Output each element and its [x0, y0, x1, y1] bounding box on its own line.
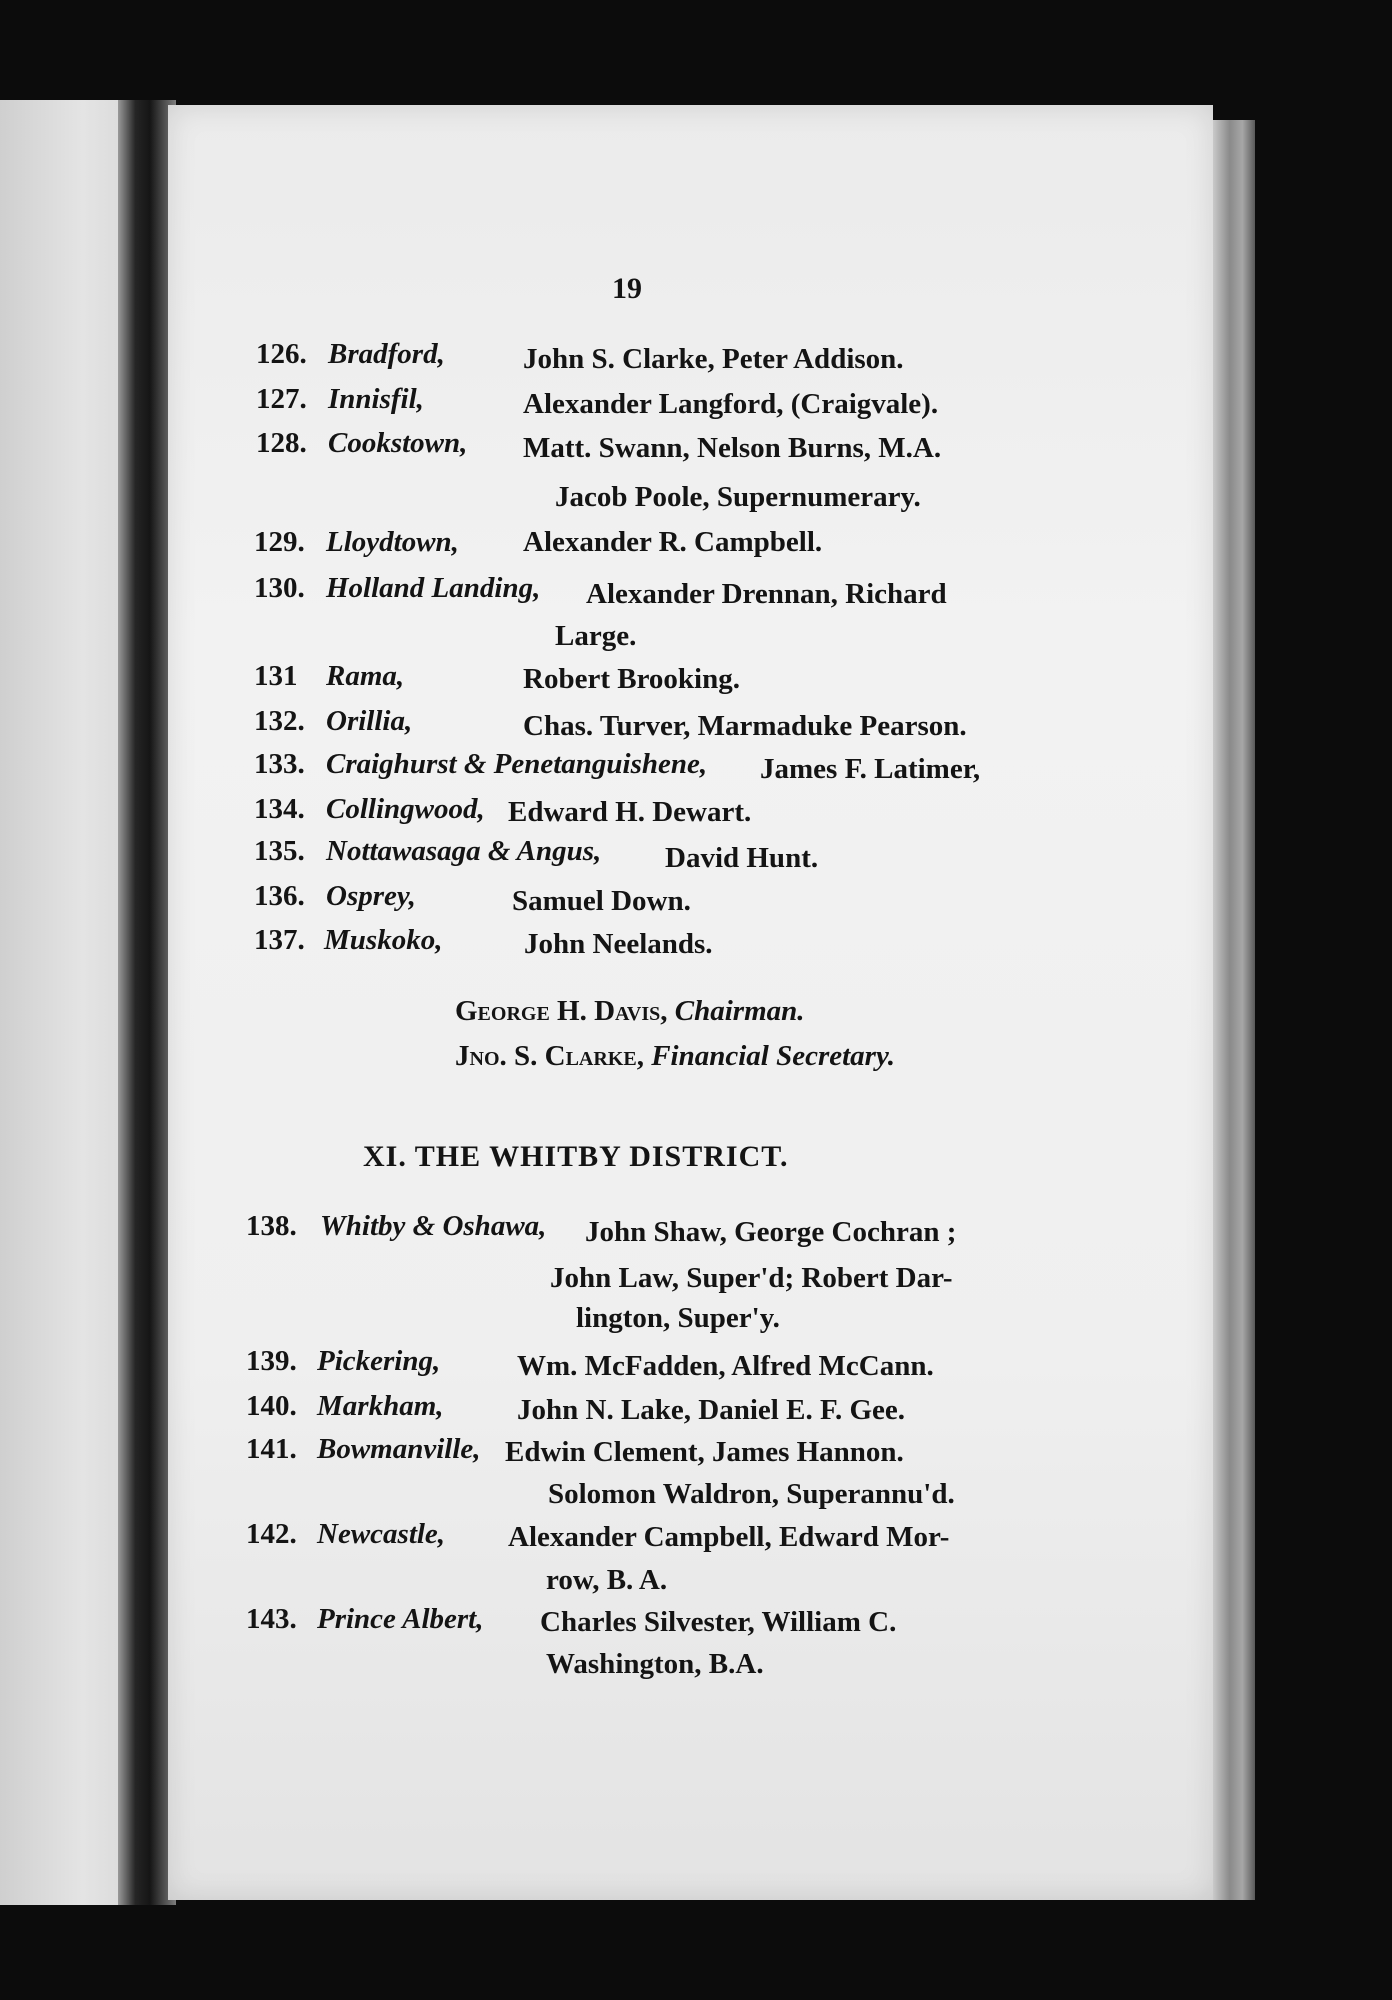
minister-names: Charles Silvester, William C.: [540, 1606, 897, 1638]
circuit-name: Craighurst & Penetanguishene,: [326, 748, 708, 780]
entry-number: 128.: [256, 427, 307, 459]
entry-number: 143.: [246, 1603, 297, 1635]
circuit-name: Newcastle,: [317, 1518, 446, 1550]
signatory-name: Jno. S. Clarke,: [455, 1040, 644, 1072]
entry-number: 136.: [254, 880, 305, 912]
circuit-name: Cookstown,: [328, 427, 468, 459]
entry-number: 135.: [254, 835, 305, 867]
circuit-name: Innisfil,: [328, 383, 424, 415]
minister-names-continuation: John Law, Super'd; Robert Dar-: [550, 1262, 953, 1294]
signatory-name: George H. Davis,: [455, 995, 668, 1027]
minister-names: John Shaw, George Cochran ;: [585, 1216, 957, 1248]
circuit-name: Bowmanville,: [317, 1433, 481, 1465]
signatory-role: Chairman.: [674, 995, 805, 1027]
circuit-name: Nottawasaga & Angus,: [326, 835, 602, 867]
signature-financial-secretary: [455, 1040, 895, 1073]
minister-names: John N. Lake, Daniel E. F. Gee.: [517, 1394, 906, 1426]
minister-names-continuation: Washington, B.A.: [546, 1648, 764, 1680]
minister-names-continuation: lington, Super'y.: [576, 1302, 780, 1334]
circuit-name: Orillia,: [326, 705, 413, 737]
entry-number: 129.: [254, 526, 305, 558]
minister-names: Alexander Langford, (Craigvale).: [523, 388, 939, 420]
signatory-role: Financial Secretary.: [651, 1040, 896, 1072]
minister-names: Matt. Swann, Nelson Burns, M.A.: [523, 432, 942, 464]
minister-names-continuation: Jacob Poole, Supernumerary.: [555, 481, 921, 513]
minister-names: Edwin Clement, James Hannon.: [505, 1436, 904, 1468]
entry-number: 140.: [246, 1390, 297, 1422]
entry-number: 134.: [254, 793, 305, 825]
entry-number: 138.: [246, 1210, 297, 1242]
minister-names: James F. Latimer,: [760, 753, 981, 785]
circuit-name: Markham,: [317, 1390, 444, 1422]
minister-names-text: Alexander Drennan, Richard: [586, 578, 947, 610]
minister-names: Alexander R. Campbell.: [523, 526, 823, 558]
entry-number: 127.: [256, 383, 307, 415]
minister-names: Edward H. Dewart.: [508, 796, 752, 828]
entry-number: 131: [254, 660, 298, 692]
page-number: 19: [612, 272, 642, 305]
minister-names: Samuel Down.: [512, 885, 691, 917]
signature-chairman: [455, 995, 805, 1028]
entry-number: 139.: [246, 1345, 297, 1377]
entry-number: 133.: [254, 748, 305, 780]
entry-number: 132.: [254, 705, 305, 737]
minister-names: John Neelands.: [524, 928, 713, 960]
circuit-name: Pickering,: [317, 1345, 441, 1377]
minister-names-continuation: row, B. A.: [546, 1564, 668, 1596]
entry-number: 126.: [256, 338, 307, 370]
entry-number: 137.: [254, 924, 305, 956]
minister-names-continuation: Solomon Waldron, Superannu'd.: [548, 1478, 955, 1510]
minister-names: Robert Brooking.: [523, 663, 740, 695]
entry-number: 130.: [254, 572, 305, 604]
circuit-name: Holland Landing,: [326, 572, 541, 604]
minister-names: David Hunt.: [665, 842, 819, 874]
circuit-name: Bradford,: [328, 338, 445, 370]
minister-names: John S. Clarke, Peter Addison.: [523, 343, 904, 375]
minister-names: [586, 578, 1014, 611]
circuit-name: Lloydtown,: [326, 526, 459, 558]
circuit-name: Prince Albert,: [317, 1603, 484, 1635]
entry-number: 141.: [246, 1433, 297, 1465]
minister-names-continuation: Large.: [555, 620, 637, 652]
circuit-name: Rama,: [326, 660, 405, 692]
section-heading: XI. THE WHITBY DISTRICT.: [363, 1140, 789, 1173]
circuit-name: Collingwood,: [326, 793, 485, 825]
circuit-name: Whitby & Oshawa,: [320, 1210, 547, 1242]
minister-names: Chas. Turver, Marmaduke Pearson.: [523, 710, 967, 742]
circuit-name: Osprey,: [326, 880, 416, 912]
circuit-name: Muskoko,: [324, 924, 443, 956]
minister-names: Alexander Campbell, Edward Mor-: [508, 1521, 950, 1553]
entry-number: 142.: [246, 1518, 297, 1550]
minister-names: Wm. McFadden, Alfred McCann.: [517, 1350, 934, 1382]
